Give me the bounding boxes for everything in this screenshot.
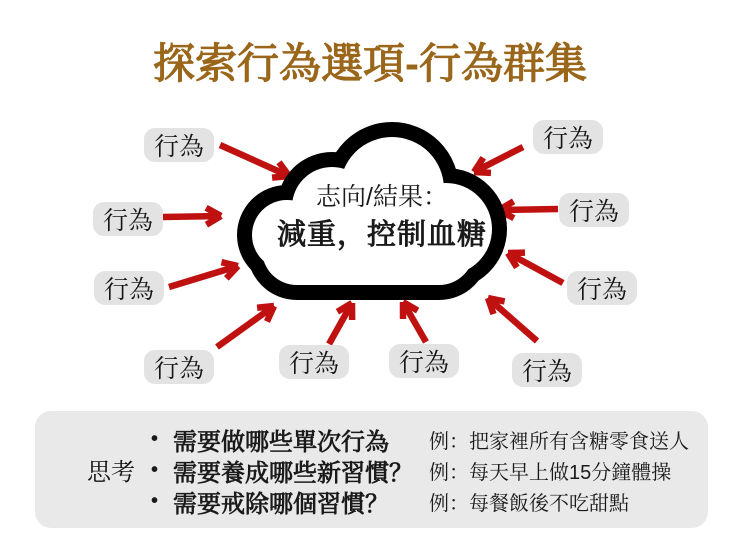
- cloud-outcome-line: 減重，控制血糖: [276, 219, 487, 251]
- behavior-pill: 行為: [279, 345, 349, 379]
- behavior-pill: 行為: [512, 353, 582, 387]
- arrow: [169, 262, 238, 287]
- bullet-icon: •: [151, 428, 159, 450]
- behavior-pill: 行為: [144, 350, 214, 384]
- behavior-pill: 行為: [144, 128, 214, 162]
- think-label: 思考: [87, 459, 135, 486]
- behavior-cluster-diagram: [0, 100, 740, 405]
- behavior-pill: 行為: [559, 193, 629, 227]
- cloud-aspiration-line: 志向/結果：: [316, 183, 448, 211]
- think-box: [35, 411, 708, 528]
- behavior-pill: 行為: [533, 120, 603, 154]
- arrow: [217, 306, 274, 347]
- cloud-text: [262, 182, 502, 254]
- arrow: [163, 208, 221, 225]
- behavior-pill: 行為: [93, 202, 163, 236]
- think-row: [151, 486, 689, 517]
- arrow: [508, 253, 563, 283]
- bullet-icon: •: [151, 490, 159, 512]
- think-row: [151, 424, 689, 455]
- arrow: [329, 303, 352, 344]
- think-question: 需要養成哪些新習慣？: [173, 460, 413, 487]
- behavior-pill: 行為: [567, 271, 637, 305]
- think-row: [151, 455, 689, 486]
- think-question: 需要做哪些單次行為: [173, 429, 389, 456]
- think-question: 需要戒除哪個習慣？: [173, 491, 389, 518]
- think-example: 例：把家裡所有含糖零食送人: [429, 431, 689, 453]
- think-rows: [151, 424, 689, 517]
- bullet-icon: •: [151, 459, 159, 481]
- slide-title: 探索行為選項-行為群集: [153, 40, 587, 87]
- behavior-pill: 行為: [389, 344, 459, 378]
- arrow: [403, 302, 426, 342]
- behavior-pill: 行為: [94, 271, 164, 305]
- think-example: 例：每餐飯後不吃甜點: [429, 493, 629, 515]
- think-example: 例：每天早上做15分鐘體操: [429, 462, 672, 484]
